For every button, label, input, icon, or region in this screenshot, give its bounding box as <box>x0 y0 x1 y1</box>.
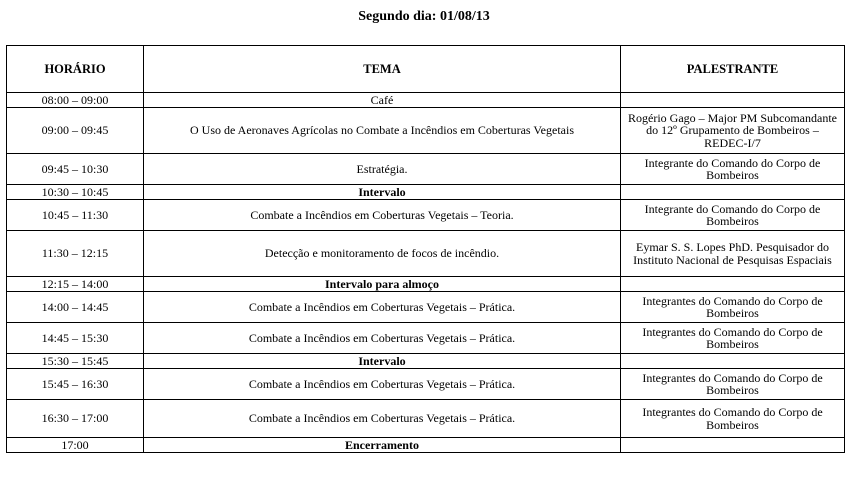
row-time: 11:30 – 12:15 <box>7 231 144 277</box>
row-time: 08:00 – 09:00 <box>7 93 144 108</box>
row-topic: Café <box>144 93 621 108</box>
table-row <box>7 277 845 292</box>
schedule-table <box>6 45 845 453</box>
table-row <box>7 185 845 200</box>
row-topic: Combate a Incêndios em Coberturas Vegetais – Prática. <box>144 292 621 323</box>
row-topic: Intervalo <box>144 185 621 200</box>
row-topic: Detecção e monitoramento de focos de incêndio. <box>144 231 621 277</box>
row-speaker: Integrante do Comando do Corpo de Bombeiros <box>621 200 845 231</box>
row-time: 14:45 – 15:30 <box>7 323 144 354</box>
row-time: 15:30 – 15:45 <box>7 354 144 369</box>
table-row <box>7 354 845 369</box>
table-row <box>7 323 845 354</box>
row-speaker: Rogério Gago – Major PM Subcomandante do 12º Grupamento de Bombeiros – REDEC-I/7 <box>621 108 845 154</box>
row-time: 16:30 – 17:00 <box>7 400 144 438</box>
row-topic: O Uso de Aeronaves Agrícolas no Combate a Incêndios em Coberturas Vegetais <box>144 108 621 154</box>
row-speaker <box>621 438 845 453</box>
header-topic: TEMA <box>144 46 621 93</box>
row-speaker: Integrante do Comando do Corpo de Bombeiros <box>621 154 845 185</box>
row-time: 09:45 – 10:30 <box>7 154 144 185</box>
row-speaker: Eymar S. S. Lopes PhD. Pesquisador do Instituto Nacional de Pesquisas Espaciais <box>621 231 845 277</box>
row-time: 10:30 – 10:45 <box>7 185 144 200</box>
row-speaker <box>621 185 845 200</box>
row-time: 09:00 – 09:45 <box>7 108 144 154</box>
row-speaker <box>621 277 845 292</box>
row-topic: Combate a Incêndios em Coberturas Vegetais – Teoria. <box>144 200 621 231</box>
row-topic: Combate a Incêndios em Coberturas Vegetais – Prática. <box>144 400 621 438</box>
row-speaker: Integrantes do Comando do Corpo de Bombeiros <box>621 323 845 354</box>
row-time: 12:15 – 14:00 <box>7 277 144 292</box>
row-speaker <box>621 93 845 108</box>
header-speaker: PALESTRANTE <box>621 46 845 93</box>
row-topic: Combate a Incêndios em Coberturas Vegetais – Prática. <box>144 323 621 354</box>
row-speaker: Integrantes do Comando do Corpo de Bombeiros <box>621 400 845 438</box>
table-row <box>7 200 845 231</box>
row-topic: Encerramento <box>144 438 621 453</box>
table-row <box>7 400 845 438</box>
row-topic: Intervalo <box>144 354 621 369</box>
table-row <box>7 292 845 323</box>
table-header-row <box>7 46 845 93</box>
row-time: 15:45 – 16:30 <box>7 369 144 400</box>
row-speaker <box>621 354 845 369</box>
row-speaker: Integrantes do Comando do Corpo de Bombeiros <box>621 369 845 400</box>
table-row <box>7 93 845 108</box>
table-row <box>7 369 845 400</box>
row-topic: Estratégia. <box>144 154 621 185</box>
row-time: 17:00 <box>7 438 144 453</box>
row-time: 10:45 – 11:30 <box>7 200 144 231</box>
row-topic: Combate a Incêndios em Coberturas Vegetais – Prática. <box>144 369 621 400</box>
row-topic: Intervalo para almoço <box>144 277 621 292</box>
row-time: 14:00 – 14:45 <box>7 292 144 323</box>
table-row <box>7 438 845 453</box>
header-time: HORÁRIO <box>7 46 144 93</box>
row-speaker: Integrantes do Comando do Corpo de Bombeiros <box>621 292 845 323</box>
table-row <box>7 108 845 154</box>
page-title: Segundo dia: 01/08/13 <box>358 9 490 24</box>
table-row <box>7 154 845 185</box>
table-row <box>7 231 845 277</box>
